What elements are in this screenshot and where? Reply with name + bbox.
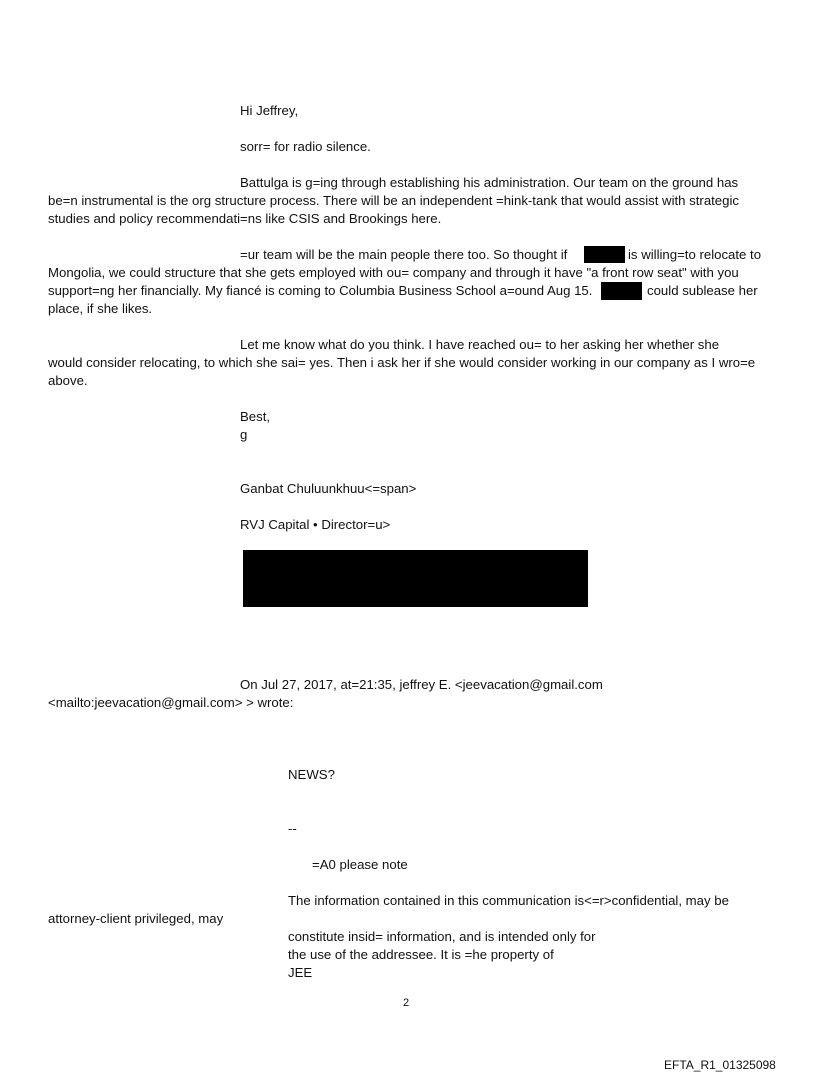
apology-line: sorr= for radio silence.	[240, 139, 371, 154]
disclaimer-line: constitute insid= information, and is intended only for	[288, 929, 596, 944]
signoff: Best,	[240, 409, 271, 424]
page-number: 2	[403, 997, 410, 1009]
redaction-block	[243, 550, 588, 607]
paragraph-line: is willing=to relocate to	[628, 247, 762, 262]
greeting: Hi Jeffrey,	[240, 103, 299, 118]
quoted-news: NEWS?	[288, 767, 335, 782]
paragraph-line: Let me know what do you think. I have reached ou= to her asking her whether she	[240, 337, 720, 352]
paragraph-line: support=ng her financially. My fiancé is coming to Columbia Business School a=ound Aug 15.	[48, 283, 593, 298]
disclaimer-line: attorney-client privileged, may	[48, 911, 224, 926]
quote-header: On Jul 27, 2017, at=21:35, jeffrey E. <jeevacation@gmail.com	[240, 677, 603, 692]
signature-separator: --	[288, 821, 297, 836]
disclaimer-line: The information contained in this communication is<=r>confidential, may be	[288, 893, 729, 908]
quote-header: <mailto:jeevacation@gmail.com> > wrote:	[48, 695, 294, 710]
document-id: EFTA_R1_01325098	[664, 1058, 776, 1072]
paragraph-line: studies and policy recommendati=ns like CSIS and Brookings here.	[48, 211, 442, 226]
paragraph-line: be=n instrumental is the org structure process. There will be an independent =hink-tank that would assist with strategic	[48, 193, 740, 208]
paragraph-line: place, if she likes.	[48, 301, 153, 316]
signature-name: Ganbat Chuluunkhuu<=span>	[240, 481, 417, 496]
sender-initial: g	[240, 427, 248, 442]
disclaimer-line: JEE	[288, 965, 313, 980]
redaction-bar	[601, 282, 642, 300]
paragraph-line: could sublease her	[647, 283, 758, 298]
paragraph-line: Battulga is g=ing through establishing his administration. Our team on the ground has	[240, 175, 739, 190]
paragraph-line: above.	[48, 373, 88, 388]
redaction-bar	[584, 246, 625, 263]
paragraph-line: would consider relocating, to which she sai= yes. Then i ask her if she would consider working in our company as I wro=e	[48, 355, 756, 370]
paragraph-line: Mongolia, we could structure that she gets employed with ou= company and through it have "a front row seat" with you	[48, 265, 739, 280]
paragraph-line: =ur team will be the main people there too. So thought if	[240, 247, 568, 262]
signature-title: RVJ Capital • Director=u>	[240, 517, 391, 532]
please-note: =A0 please note	[312, 857, 408, 872]
disclaimer-line: the use of the addressee. It is =he property of	[288, 947, 554, 962]
